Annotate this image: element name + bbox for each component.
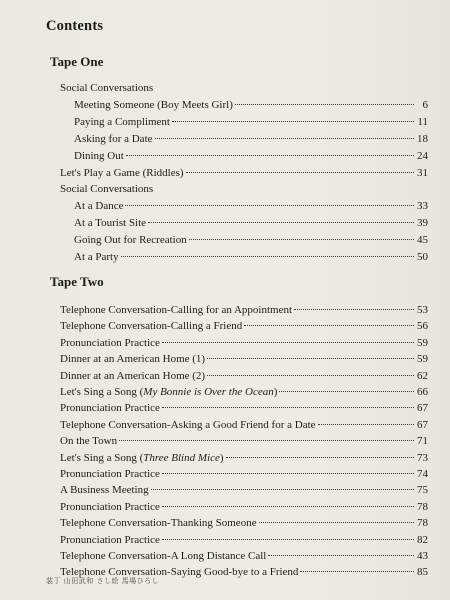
- toc-page-number: 31: [417, 166, 428, 179]
- tape-two-heading: Tape Two: [50, 273, 104, 289]
- toc-entry-title: On the Town: [60, 435, 118, 448]
- dot-leader: [121, 256, 414, 257]
- toc-section-label: [46, 181, 428, 198]
- toc-entry: [46, 515, 428, 531]
- toc-entry: [46, 482, 428, 498]
- toc-entry: [46, 131, 428, 148]
- dot-leader: [226, 457, 414, 458]
- toc-entry-title: Let's Sing a Song (Three Blind Mice): [60, 451, 224, 464]
- dot-leader: [300, 571, 414, 572]
- toc-entry-title: Telephone Conversation-Thanking Someone: [60, 517, 257, 530]
- toc-entry-title: At a Dance: [74, 200, 124, 213]
- dot-leader: [244, 325, 414, 326]
- dot-leader: [162, 539, 414, 540]
- dot-leader: [235, 104, 414, 105]
- toc-page-number: 11: [417, 115, 428, 128]
- contents-title: Contents: [46, 18, 104, 34]
- toc-entry-title: Pronunciation Practice: [60, 500, 160, 513]
- toc-page-number: 82: [417, 533, 428, 546]
- toc-entry: [46, 548, 428, 564]
- dot-leader: [148, 222, 414, 223]
- toc-entry: [46, 114, 428, 131]
- toc-page-number: 67: [417, 418, 428, 431]
- dot-leader: [126, 155, 414, 156]
- toc-entry-title: Let's Sing a Song (My Bonnie is Over the Ocean): [60, 386, 278, 398]
- toc-entry-title: Telephone Conversation-Calling for an Appointment: [60, 303, 293, 316]
- toc-page-number: 73: [417, 451, 428, 464]
- dot-leader: [162, 473, 414, 474]
- toc-section-label: [46, 80, 428, 97]
- toc-entry-title: Telephone Conversation-A Long Distance Call: [60, 550, 267, 563]
- toc-entry: [46, 450, 428, 466]
- toc-entry-title: Social Conversations: [60, 82, 154, 94]
- toc-entry-title: Let's Play a Game (Riddles): [60, 166, 184, 179]
- toc-page-number: 59: [417, 353, 428, 366]
- dot-leader: [318, 424, 414, 425]
- toc-page-number: 33: [417, 200, 428, 213]
- toc-page-number: 6: [422, 98, 428, 111]
- dot-leader: [279, 391, 414, 392]
- toc-entry-title: Paying a Compliment: [74, 115, 170, 128]
- toc-entry: [46, 165, 428, 182]
- toc-entry: [46, 499, 428, 515]
- toc-entry: [46, 417, 428, 433]
- toc-page-number: 43: [417, 550, 428, 563]
- toc-entry: [46, 198, 428, 215]
- toc-page-number: 50: [417, 251, 428, 264]
- dot-leader: [162, 407, 414, 408]
- toc-entry-title: Going Out for Recreation: [74, 234, 187, 247]
- toc-entry: [46, 318, 428, 334]
- toc-page-number: 85: [417, 566, 428, 579]
- dot-leader: [155, 138, 414, 139]
- toc-page-number: 67: [417, 402, 428, 415]
- toc-page-number: 24: [417, 149, 428, 162]
- toc-entry-title: Pronunciation Practice: [60, 468, 160, 481]
- dot-leader: [172, 121, 414, 122]
- toc-page-number: 62: [417, 369, 428, 382]
- toc-page-number: 75: [417, 484, 428, 497]
- toc-entry-title: Pronunciation Practice: [60, 336, 160, 349]
- toc-page-number: 39: [417, 217, 428, 230]
- dot-leader: [186, 172, 414, 173]
- tape-two-list: [46, 302, 428, 581]
- toc-entry-title: At a Tourist Site: [74, 217, 147, 230]
- dot-leader: [119, 440, 414, 441]
- dot-leader: [125, 205, 414, 206]
- toc-entry-title: A Business Meeting: [60, 484, 149, 497]
- toc-entry: [46, 215, 428, 232]
- toc-entry-title: Pronunciation Practice: [60, 402, 160, 415]
- toc-entry-title: Telephone Conversation-Asking a Good Friend for a Date: [60, 418, 316, 431]
- dot-leader: [207, 358, 414, 359]
- toc-page-number: 78: [417, 500, 428, 513]
- toc-entry-title: Social Conversations: [60, 183, 154, 196]
- toc-entry: [46, 302, 428, 318]
- toc-entry-title: Telephone Conversation-Saying Good-bye to a Friend: [60, 566, 299, 579]
- toc-entry: [46, 466, 428, 482]
- toc-entry-title: Pronunciation Practice: [60, 533, 160, 546]
- toc-entry: [46, 249, 428, 266]
- toc-entry: [46, 232, 428, 249]
- dot-leader: [151, 489, 414, 490]
- toc-page-number: 59: [417, 336, 428, 349]
- toc-entry-title: Dinner at an American Home (2): [60, 369, 206, 382]
- toc-page-number: 78: [417, 517, 428, 530]
- dot-leader: [294, 309, 414, 310]
- toc-entry: [46, 433, 428, 449]
- toc-entry: [46, 97, 428, 114]
- toc-entry: [46, 351, 428, 367]
- toc-page-number: 74: [417, 468, 428, 481]
- toc-entry: [46, 148, 428, 165]
- toc-page-number: 53: [417, 303, 428, 316]
- toc-entry: [46, 368, 428, 384]
- tape-one-list: [46, 80, 428, 266]
- dot-leader: [207, 375, 414, 376]
- dot-leader: [162, 342, 414, 343]
- toc-page-number: 71: [417, 435, 428, 448]
- toc-entry: [46, 384, 428, 400]
- toc-entry: [46, 532, 428, 548]
- toc-entry-title: Meeting Someone (Boy Meets Girl): [74, 98, 233, 111]
- toc-entry-title: Telephone Conversation-Calling a Friend: [60, 320, 243, 333]
- toc-entry-title: Dinner at an American Home (1): [60, 353, 206, 366]
- dot-leader: [268, 555, 414, 556]
- toc-entry-title: Asking for a Date: [74, 132, 153, 145]
- tape-one-heading: Tape One: [50, 54, 104, 69]
- toc-entry-title: Dining Out: [74, 149, 124, 162]
- toc-page-number: 45: [417, 234, 428, 247]
- toc-entry: [46, 400, 428, 416]
- toc-page-number: 66: [417, 386, 428, 398]
- toc-entry-title: At a Party: [74, 251, 119, 264]
- toc-page-number: 18: [417, 132, 428, 145]
- credits-footer: 装丁 山田武和 さし絵 馬場ひろし: [46, 577, 160, 585]
- dot-leader: [189, 239, 414, 240]
- dot-leader: [259, 522, 414, 523]
- toc-page-number: 56: [417, 320, 428, 333]
- toc-entry: [46, 335, 428, 351]
- dot-leader: [162, 506, 414, 507]
